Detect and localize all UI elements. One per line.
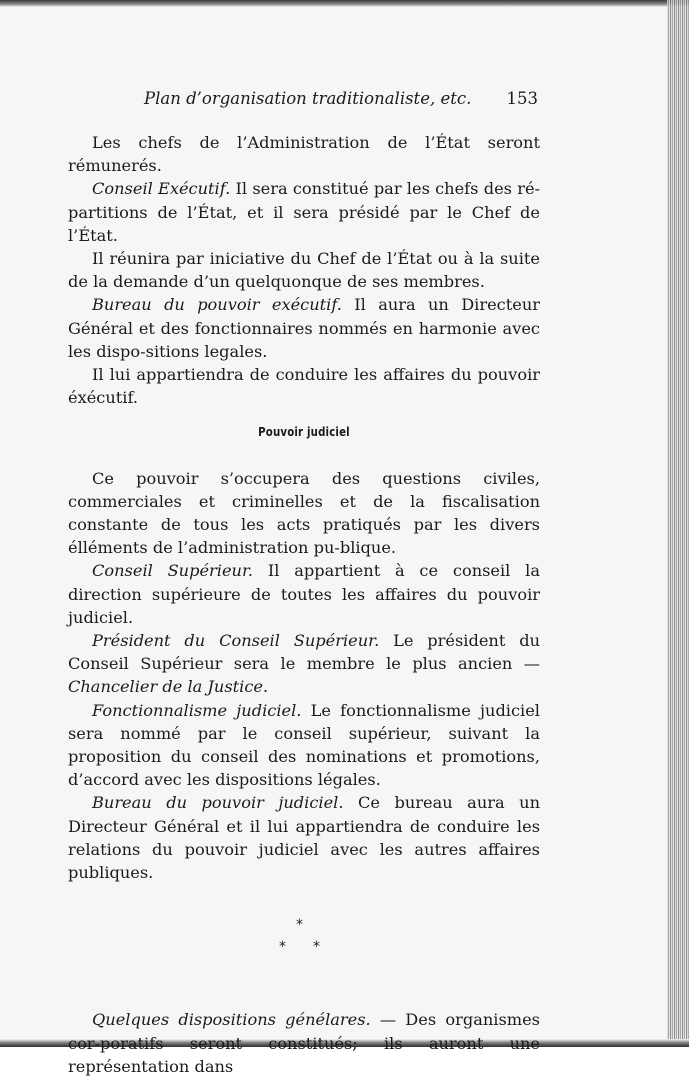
- paragraph-text: Il sera constitué par les chefs des ré-partitions de l’État, et il sera présidé par le Chef de l’État.: [68, 179, 540, 245]
- paragraph-label: Conseil Supérieur.: [92, 561, 254, 581]
- paragraph-tail: Chancelier de la Justice.: [68, 677, 269, 697]
- running-title: Plan d’organisation traditionaliste, etc.: [144, 89, 472, 108]
- page-top-edge: [0, 0, 689, 7]
- paragraph-text: Ce bureau aura un Directeur Général et il lui appartiendra de conduire les relations du pouvoir judiciel avec les autres affaires publiques.: [68, 793, 540, 883]
- page-body: [68, 85, 540, 1078]
- paragraph-label: Fonctionnalisme judiciel.: [92, 700, 302, 720]
- paragraph-label: Bureau du pouvoir exécutif.: [92, 295, 342, 315]
- paragraph-label: Conseil Exécutif.: [92, 179, 231, 199]
- asterism-star: *: [296, 917, 303, 934]
- paragraph-conseil-superieur: [68, 559, 540, 629]
- paragraph-bureau-judiciel: [68, 791, 540, 884]
- paragraph-label: Bureau du pouvoir judiciel.: [92, 793, 344, 813]
- paragraph-conseil-executif: [68, 177, 540, 247]
- page-number: 153: [506, 89, 538, 108]
- page-fore-edge: [667, 0, 689, 1047]
- paragraph-reunion: Il réunira par iniciative du Chef de l’État ou à la suite de la demande d’un quelquonque de ses membres.: [68, 249, 540, 292]
- paragraph-bureau-executif: [68, 293, 540, 363]
- paragraph-label: Président du Conseil Supérieur.: [92, 631, 380, 651]
- section-heading: Pouvoir judiciel: [258, 425, 350, 440]
- paragraph-pouvoir-judiciel: Ce pouvoir s’occupera des questions civiles, commerciales et criminelles et de la fiscalisation constante de tous les acts pratiqués par les divers élléments de l’administration pu-blique.: [68, 468, 540, 558]
- asterism: [68, 908, 540, 1000]
- paragraph-affaires-executif: Il lui appartiendra de conduire les affaires du pouvoir éxécutif.: [68, 365, 540, 408]
- running-head: [68, 85, 540, 111]
- paragraph-dispositions: [68, 1008, 540, 1078]
- paragraph-fonctionnalisme: [68, 699, 540, 792]
- paragraph-text: Il appartient à ce conseil la direction supérieure de toutes les affaires du pouvoir judiciel.: [68, 561, 540, 627]
- asterism-star: *: [279, 939, 286, 956]
- paragraph-president: [68, 629, 540, 699]
- paragraph-remuneration: Les chefs de l’Administration de l’État seront rémunerés.: [68, 133, 540, 176]
- paragraph-text: Il aura un Directeur Général et des fonctionnaires nommés en harmonie avec les dispo-sitions legales.: [68, 295, 540, 361]
- paragraph-text: — Des organismes cor-poratifs seront constitués; ils auront une représentation dans: [68, 1010, 540, 1076]
- asterism-star: *: [313, 939, 320, 956]
- paragraph-label: Quelques dispositions génélares.: [92, 1010, 371, 1030]
- paragraph-text: Le président du Conseil Supérieur sera le membre le plus ancien —: [68, 631, 540, 674]
- paragraph-text: Le fonctionnalisme judiciel sera nommé par le conseil supérieur, suivant la proposition du conseil des nominations et promotions, d’accord avec les dispositions légales.: [68, 700, 540, 790]
